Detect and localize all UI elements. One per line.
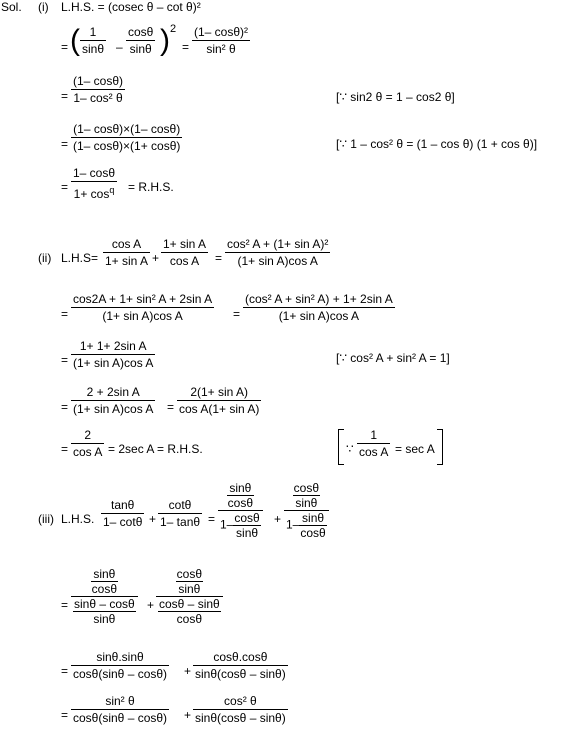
complex-fraction: $\frac{\sin\theta}{\cos\theta}$ $\frac{\sin\theta - \cos\theta}{\sin\theta}$ [71, 568, 138, 625]
complex-fraction: $\frac{\cos\theta}{\sin\theta}$ $\frac{\cos\theta - \sin\theta}{\cos\theta}$ [156, 568, 223, 625]
fraction: 2(1+ sin A) cos A(1+ sin A) [179, 385, 260, 416]
complex-fraction: $\frac{\cos\theta}{\sin\theta}$ 1– $\frac{\sin\theta}{\cos\theta}$ [284, 482, 329, 539]
fraction: 1 sinθ [82, 25, 105, 56]
part-ii-lhs: L.H.S= [61, 251, 99, 265]
note: [∵ cos² A + sin² A = 1] [336, 351, 450, 365]
rhs-text: = 2sec A = R.H.S. [108, 442, 203, 456]
part-i-lhs: L.H.S. = (cosec θ – cot θ)² [61, 0, 201, 14]
eq-sign: = [233, 307, 241, 321]
eq-sign: = [61, 137, 69, 151]
note: [∵ sin2 θ = 1 – cos2 θ] [336, 90, 455, 104]
right-bracket [437, 429, 443, 465]
fraction: cosθ sinθ [128, 25, 154, 56]
fraction: 1– cosθ $1+ \cos^q$ [73, 166, 116, 201]
plus-sign: + [147, 598, 155, 612]
part-iii-label: (iii) [38, 512, 54, 526]
part-i-label: (i) [38, 0, 49, 14]
fraction: (1– cosθ) 1– cos² θ [73, 74, 124, 105]
eq-sign: = [61, 442, 69, 456]
eq-sign: = [61, 400, 69, 414]
fraction: cosθ.cosθ sinθ(cosθ – sinθ) [195, 650, 286, 681]
fraction: 2 + 2sin A (1+ sin A)cos A [73, 385, 154, 416]
eq-sign: = [61, 307, 69, 321]
plus-sign: + [184, 664, 192, 678]
fraction: sinθ.sinθ cosθ(sinθ – cosθ) [73, 650, 168, 681]
eq-sign: = [208, 512, 216, 526]
fraction: 1+ 1+ 2sin A (1+ sin A)cos A [73, 339, 154, 370]
fraction: cos A 1+ sin A [105, 237, 149, 268]
eq-sign: = [61, 40, 69, 54]
fraction: cotθ 1– tanθ [160, 498, 201, 529]
rhs-text: = R.H.S. [128, 180, 174, 194]
exponent: 2 [170, 23, 177, 35]
part-iii-lhs: L.H.S. [61, 512, 95, 526]
fraction: cos² θ sinθ(cosθ – sinθ) [195, 694, 286, 725]
eq-sign: = [61, 708, 69, 722]
fraction: cos2A + 1+ sin² A + 2sin A (1+ sin A)cos A [73, 292, 213, 323]
fraction: sin² θ cosθ(sinθ – cosθ) [73, 694, 168, 725]
big-rparen: ) [160, 24, 170, 57]
plus-sign: + [149, 512, 157, 526]
fraction: 2 cos A [73, 428, 103, 459]
eq-sign: = [61, 353, 69, 367]
eq-sign: = [182, 40, 190, 54]
fraction: tanθ 1– cotθ [103, 498, 143, 529]
fraction: (1– cosθ)² sin² θ [194, 25, 249, 56]
fraction: (1– cosθ)×(1– cosθ) (1– cosθ)×(1+ cosθ) [73, 122, 181, 153]
eq-sign: = [61, 89, 69, 103]
big-lparen: ( [70, 24, 80, 57]
left-bracket [338, 429, 344, 465]
fraction: (cos² A + sin² A) + 1+ 2sin A (1+ sin A)cos A [245, 292, 393, 323]
sol-label: Sol. [1, 0, 22, 14]
eq-sign: = [61, 180, 69, 194]
plus-sign: + [184, 708, 192, 722]
fraction: cos² A + (1+ sin A)² (1+ sin A)cos A [227, 237, 329, 268]
note-text: = sec A [395, 442, 435, 456]
eq-sign: = [61, 598, 69, 612]
part-ii-label: (ii) [38, 251, 52, 265]
eq-sign: = [167, 400, 175, 414]
because-symbol: ∵ [346, 442, 354, 456]
note: [∵ 1 – cos² θ = (1 – cos θ) (1 + cos θ)] [336, 137, 538, 151]
eq-sign: = [61, 664, 69, 678]
fraction: 1+ sin A cos A [163, 237, 207, 268]
minus-sign: – [116, 40, 123, 54]
complex-fraction: $\frac{\sin\theta}{\cos\theta}$ 1– $\frac{\cos\theta}{\sin\theta}$ [218, 482, 263, 539]
plus-sign: + [152, 251, 160, 265]
eq-sign: = [215, 251, 223, 265]
plus-sign: + [274, 512, 282, 526]
fraction: 1 cos A [359, 428, 389, 459]
